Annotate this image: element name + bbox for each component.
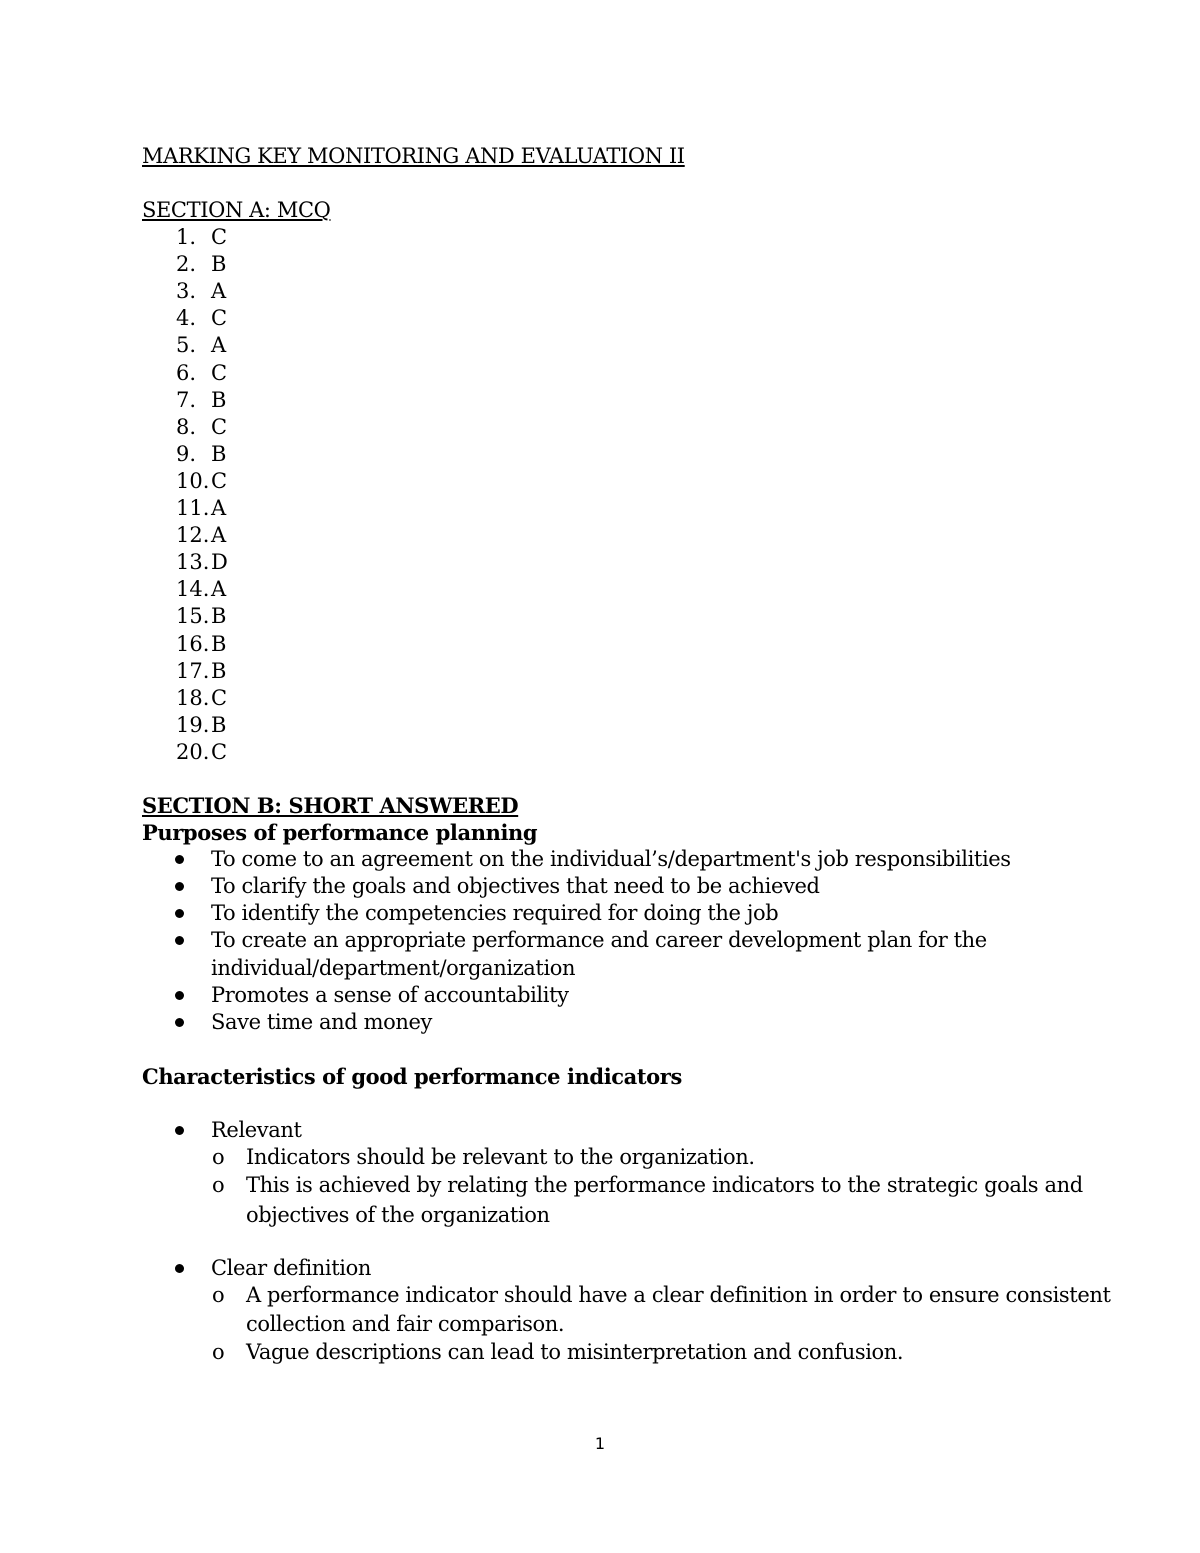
mcq-number: 2.	[176, 252, 197, 276]
mcq-answer: B	[211, 659, 227, 683]
mcq-number: 5.	[176, 333, 197, 357]
mcq-answer: A	[211, 577, 227, 601]
mcq-number: 16.	[176, 632, 210, 656]
bullet-icon	[175, 1264, 184, 1273]
bullet-icon	[175, 882, 184, 891]
mcq-answer: B	[211, 604, 227, 628]
sub-item-continuation: collection and fair comparison.	[246, 1312, 565, 1336]
bullet-icon	[175, 1018, 184, 1027]
bullet-icon	[175, 1126, 184, 1135]
mcq-answer: C	[211, 469, 228, 493]
mcq-number: 10.	[176, 469, 210, 493]
purpose-item: To create an appropriate performance and career development plan for the	[211, 928, 987, 952]
mcq-number: 19.	[176, 713, 210, 737]
characteristic-label: Clear definition	[211, 1256, 371, 1280]
purpose-item-continuation: individual/department/organization	[211, 956, 576, 980]
mcq-number: 17.	[176, 659, 210, 683]
mcq-answer: C	[211, 686, 228, 710]
mcq-answer: C	[211, 740, 228, 764]
mcq-answer: C	[211, 415, 228, 439]
sub-bullet-icon: o	[212, 1340, 225, 1364]
mcq-answer: B	[211, 252, 227, 276]
mcq-number: 6.	[176, 361, 197, 385]
mcq-answer: B	[211, 442, 227, 466]
mcq-number: 1.	[176, 225, 197, 249]
sub-bullet-icon: o	[212, 1145, 225, 1169]
sub-item: Vague descriptions can lead to misinterpretation and confusion.	[246, 1340, 904, 1364]
sub-item-continuation: objectives of the organization	[246, 1203, 550, 1227]
mcq-answer: A	[211, 279, 227, 303]
mcq-number: 8.	[176, 415, 197, 439]
document-title: MARKING KEY MONITORING AND EVALUATION II	[142, 144, 685, 168]
mcq-number: 15.	[176, 604, 210, 628]
section-a-heading: SECTION A: MCQ	[142, 198, 331, 222]
mcq-answer: C	[211, 225, 228, 249]
characteristic-label: Relevant	[211, 1118, 302, 1142]
mcq-answer: A	[211, 523, 227, 547]
sub-item: A performance indicator should have a clear definition in order to ensure consistent	[246, 1283, 1111, 1307]
purpose-item: Promotes a sense of accountability	[211, 983, 569, 1007]
bullet-icon	[175, 991, 184, 1000]
mcq-answer: B	[211, 632, 227, 656]
purpose-item: To identify the competencies required for doing the job	[211, 901, 779, 925]
purposes-heading: Purposes of performance planning	[142, 820, 538, 845]
mcq-number: 11.	[176, 496, 210, 520]
sub-item: Indicators should be relevant to the organization.	[246, 1145, 755, 1169]
mcq-answer: A	[211, 333, 227, 357]
bullet-icon	[175, 909, 184, 918]
purpose-item: To clarify the goals and objectives that need to be achieved	[211, 874, 820, 898]
mcq-answer: B	[211, 713, 227, 737]
mcq-number: 3.	[176, 279, 197, 303]
sub-bullet-icon: o	[212, 1283, 225, 1307]
characteristics-heading: Characteristics of good performance indicators	[142, 1064, 682, 1089]
mcq-number: 7.	[176, 388, 197, 412]
purpose-item: To come to an agreement on the individual’s/department's job responsibilities	[211, 847, 1011, 871]
sub-item: This is achieved by relating the performance indicators to the strategic goals and	[246, 1173, 1083, 1197]
mcq-answer: A	[211, 496, 227, 520]
bullet-icon	[175, 936, 184, 945]
mcq-answer: C	[211, 306, 228, 330]
mcq-number: 9.	[176, 442, 197, 466]
mcq-number: 4.	[176, 306, 197, 330]
purpose-item: Save time and money	[211, 1010, 432, 1034]
section-b-heading: SECTION B: SHORT ANSWERED	[142, 793, 519, 818]
mcq-answer: C	[211, 361, 228, 385]
mcq-answer: D	[211, 550, 228, 574]
mcq-number: 20.	[176, 740, 210, 764]
mcq-number: 14.	[176, 577, 210, 601]
sub-bullet-icon: o	[212, 1173, 225, 1197]
page-number: 1	[594, 1434, 606, 1453]
bullet-icon	[175, 855, 184, 864]
mcq-number: 13.	[176, 550, 210, 574]
mcq-answer: B	[211, 388, 227, 412]
mcq-number: 12.	[176, 523, 210, 547]
mcq-number: 18.	[176, 686, 210, 710]
